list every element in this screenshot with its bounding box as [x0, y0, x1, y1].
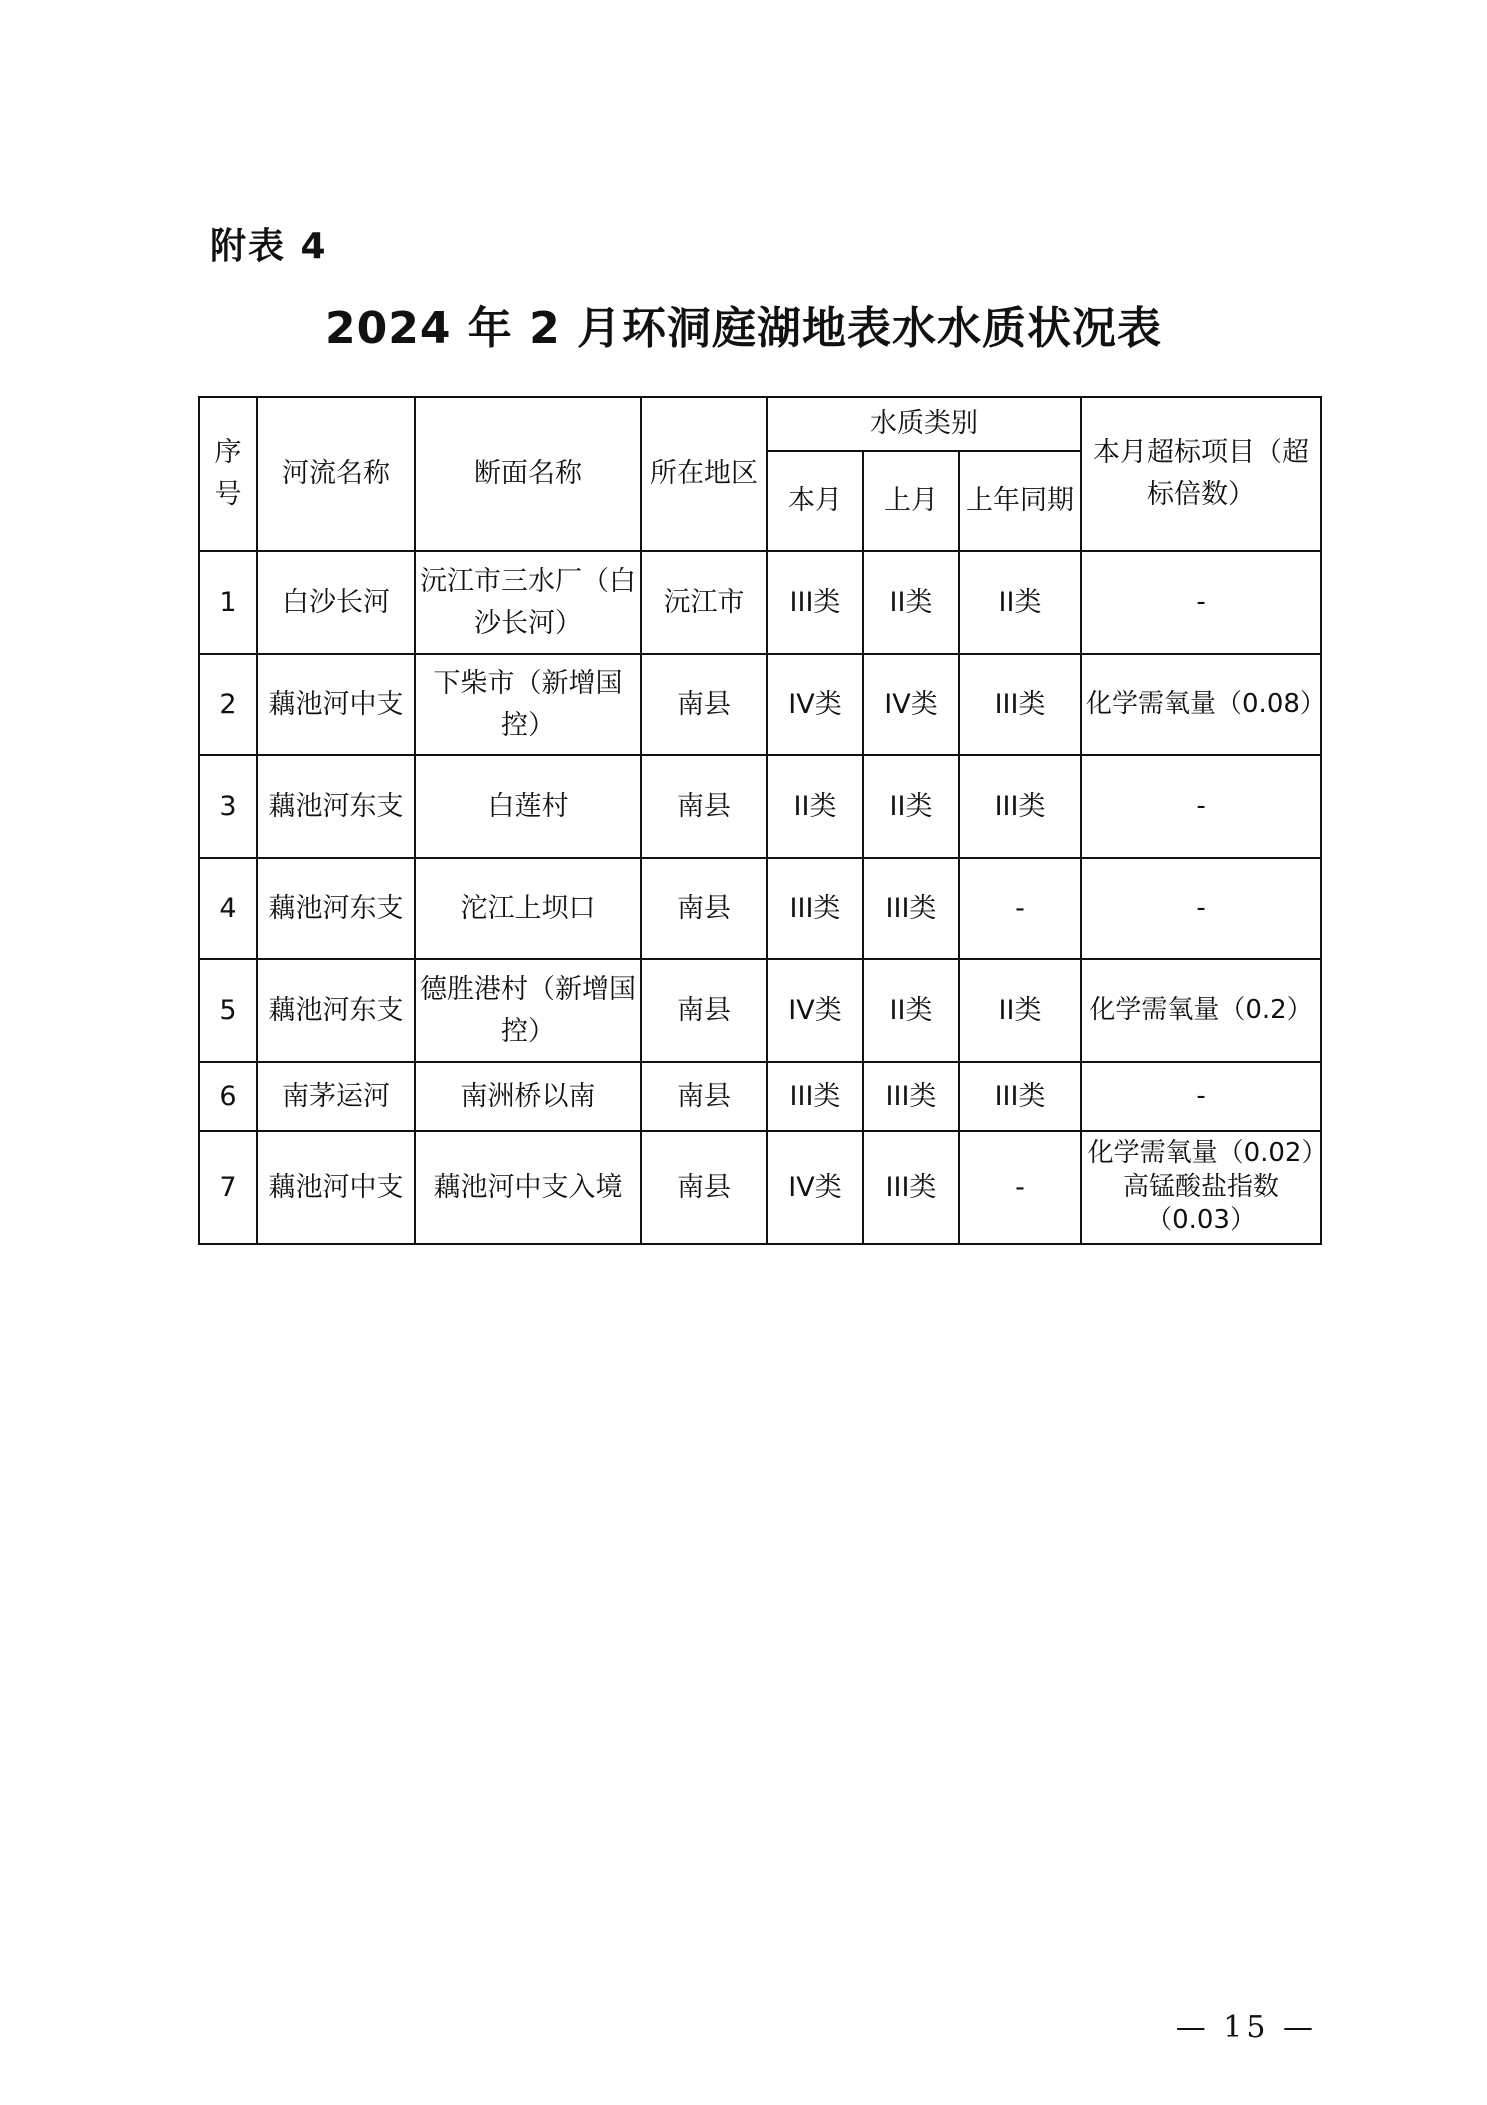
cell-section: 沅江市三水厂（白沙长河）: [415, 551, 641, 654]
header-same-period-last-year: 上年同期: [959, 451, 1081, 551]
cell-section: 沱江上坝口: [415, 858, 641, 959]
header-river: 河流名称: [257, 397, 415, 551]
cell-seq: 2: [199, 654, 257, 755]
cell-seq: 1: [199, 551, 257, 654]
cell-last-month: II类: [863, 755, 959, 858]
header-region: 所在地区: [641, 397, 767, 551]
cell-exceed: 化学需氧量（0.2）: [1081, 959, 1321, 1062]
cell-seq: 3: [199, 755, 257, 858]
cell-this-month: IV类: [767, 959, 863, 1062]
cell-exceed: -: [1081, 858, 1321, 959]
table-row: [199, 551, 1321, 654]
water-quality-table: [198, 396, 1326, 1245]
cell-last-year: II类: [959, 551, 1081, 654]
header-last-month: 上月: [863, 451, 959, 551]
cell-region: 沅江市: [641, 551, 767, 654]
cell-last-year: II类: [959, 959, 1081, 1062]
cell-region: 南县: [641, 755, 767, 858]
cell-last-year: III类: [959, 1062, 1081, 1131]
page-number: — 15 —: [1175, 2010, 1317, 2045]
cell-river: 藕池河中支: [257, 1131, 415, 1244]
cell-region: 南县: [641, 858, 767, 959]
table-row: [199, 959, 1321, 1062]
cell-last-year: -: [959, 858, 1081, 959]
cell-seq: 5: [199, 959, 257, 1062]
header-this-month: 本月: [767, 451, 863, 551]
cell-river: 南茅运河: [257, 1062, 415, 1131]
cell-section: 下柴市（新增国控）: [415, 654, 641, 755]
cell-section: 白莲村: [415, 755, 641, 858]
cell-river: 藕池河东支: [257, 858, 415, 959]
cell-last-month: III类: [863, 858, 959, 959]
cell-exceed: 化学需氧量（0.08）: [1081, 654, 1321, 755]
cell-last-year: -: [959, 1131, 1081, 1244]
table-row: [199, 755, 1321, 858]
table-row: [199, 858, 1321, 959]
cell-exceed: 化学需氧量（0.02）高锰酸盐指数（0.03）: [1081, 1131, 1321, 1244]
cell-seq: 4: [199, 858, 257, 959]
cell-seq: 7: [199, 1131, 257, 1244]
cell-section: 德胜港村（新增国控）: [415, 959, 641, 1062]
cell-this-month: IV类: [767, 1131, 863, 1244]
cell-last-month: II类: [863, 959, 959, 1062]
cell-river: 藕池河中支: [257, 654, 415, 755]
cell-this-month: III类: [767, 858, 863, 959]
cell-region: 南县: [641, 1062, 767, 1131]
cell-river: 藕池河东支: [257, 959, 415, 1062]
cell-this-month: III类: [767, 1062, 863, 1131]
header-exceed: 本月超标项目（超标倍数）: [1081, 397, 1321, 551]
cell-last-year: III类: [959, 654, 1081, 755]
cell-last-year: III类: [959, 755, 1081, 858]
header-seq: 序号: [199, 397, 257, 551]
document-title: 2024 年 2 月环洞庭湖地表水水质状况表: [324, 303, 1163, 354]
cell-region: 南县: [641, 1131, 767, 1244]
cell-section: 南洲桥以南: [415, 1062, 641, 1131]
cell-exceed: -: [1081, 755, 1321, 858]
cell-last-month: II类: [863, 551, 959, 654]
cell-this-month: IV类: [767, 654, 863, 755]
cell-region: 南县: [641, 959, 767, 1062]
table-row: [199, 1131, 1321, 1244]
cell-last-month: III类: [863, 1062, 959, 1131]
cell-exceed: -: [1081, 551, 1321, 654]
cell-seq: 6: [199, 1062, 257, 1131]
cell-last-month: IV类: [863, 654, 959, 755]
cell-exceed: -: [1081, 1062, 1321, 1131]
cell-river: 藕池河东支: [257, 755, 415, 858]
cell-this-month: II类: [767, 755, 863, 858]
table-row: [199, 1062, 1321, 1131]
cell-last-month: III类: [863, 1131, 959, 1244]
cell-section: 藕池河中支入境: [415, 1131, 641, 1244]
header-quality-group: 水质类别: [767, 397, 1081, 451]
cell-this-month: III类: [767, 551, 863, 654]
table-row: [199, 654, 1321, 755]
header-section: 断面名称: [415, 397, 641, 551]
cell-region: 南县: [641, 654, 767, 755]
appendix-label: 附表 4: [210, 226, 328, 267]
cell-river: 白沙长河: [257, 551, 415, 654]
